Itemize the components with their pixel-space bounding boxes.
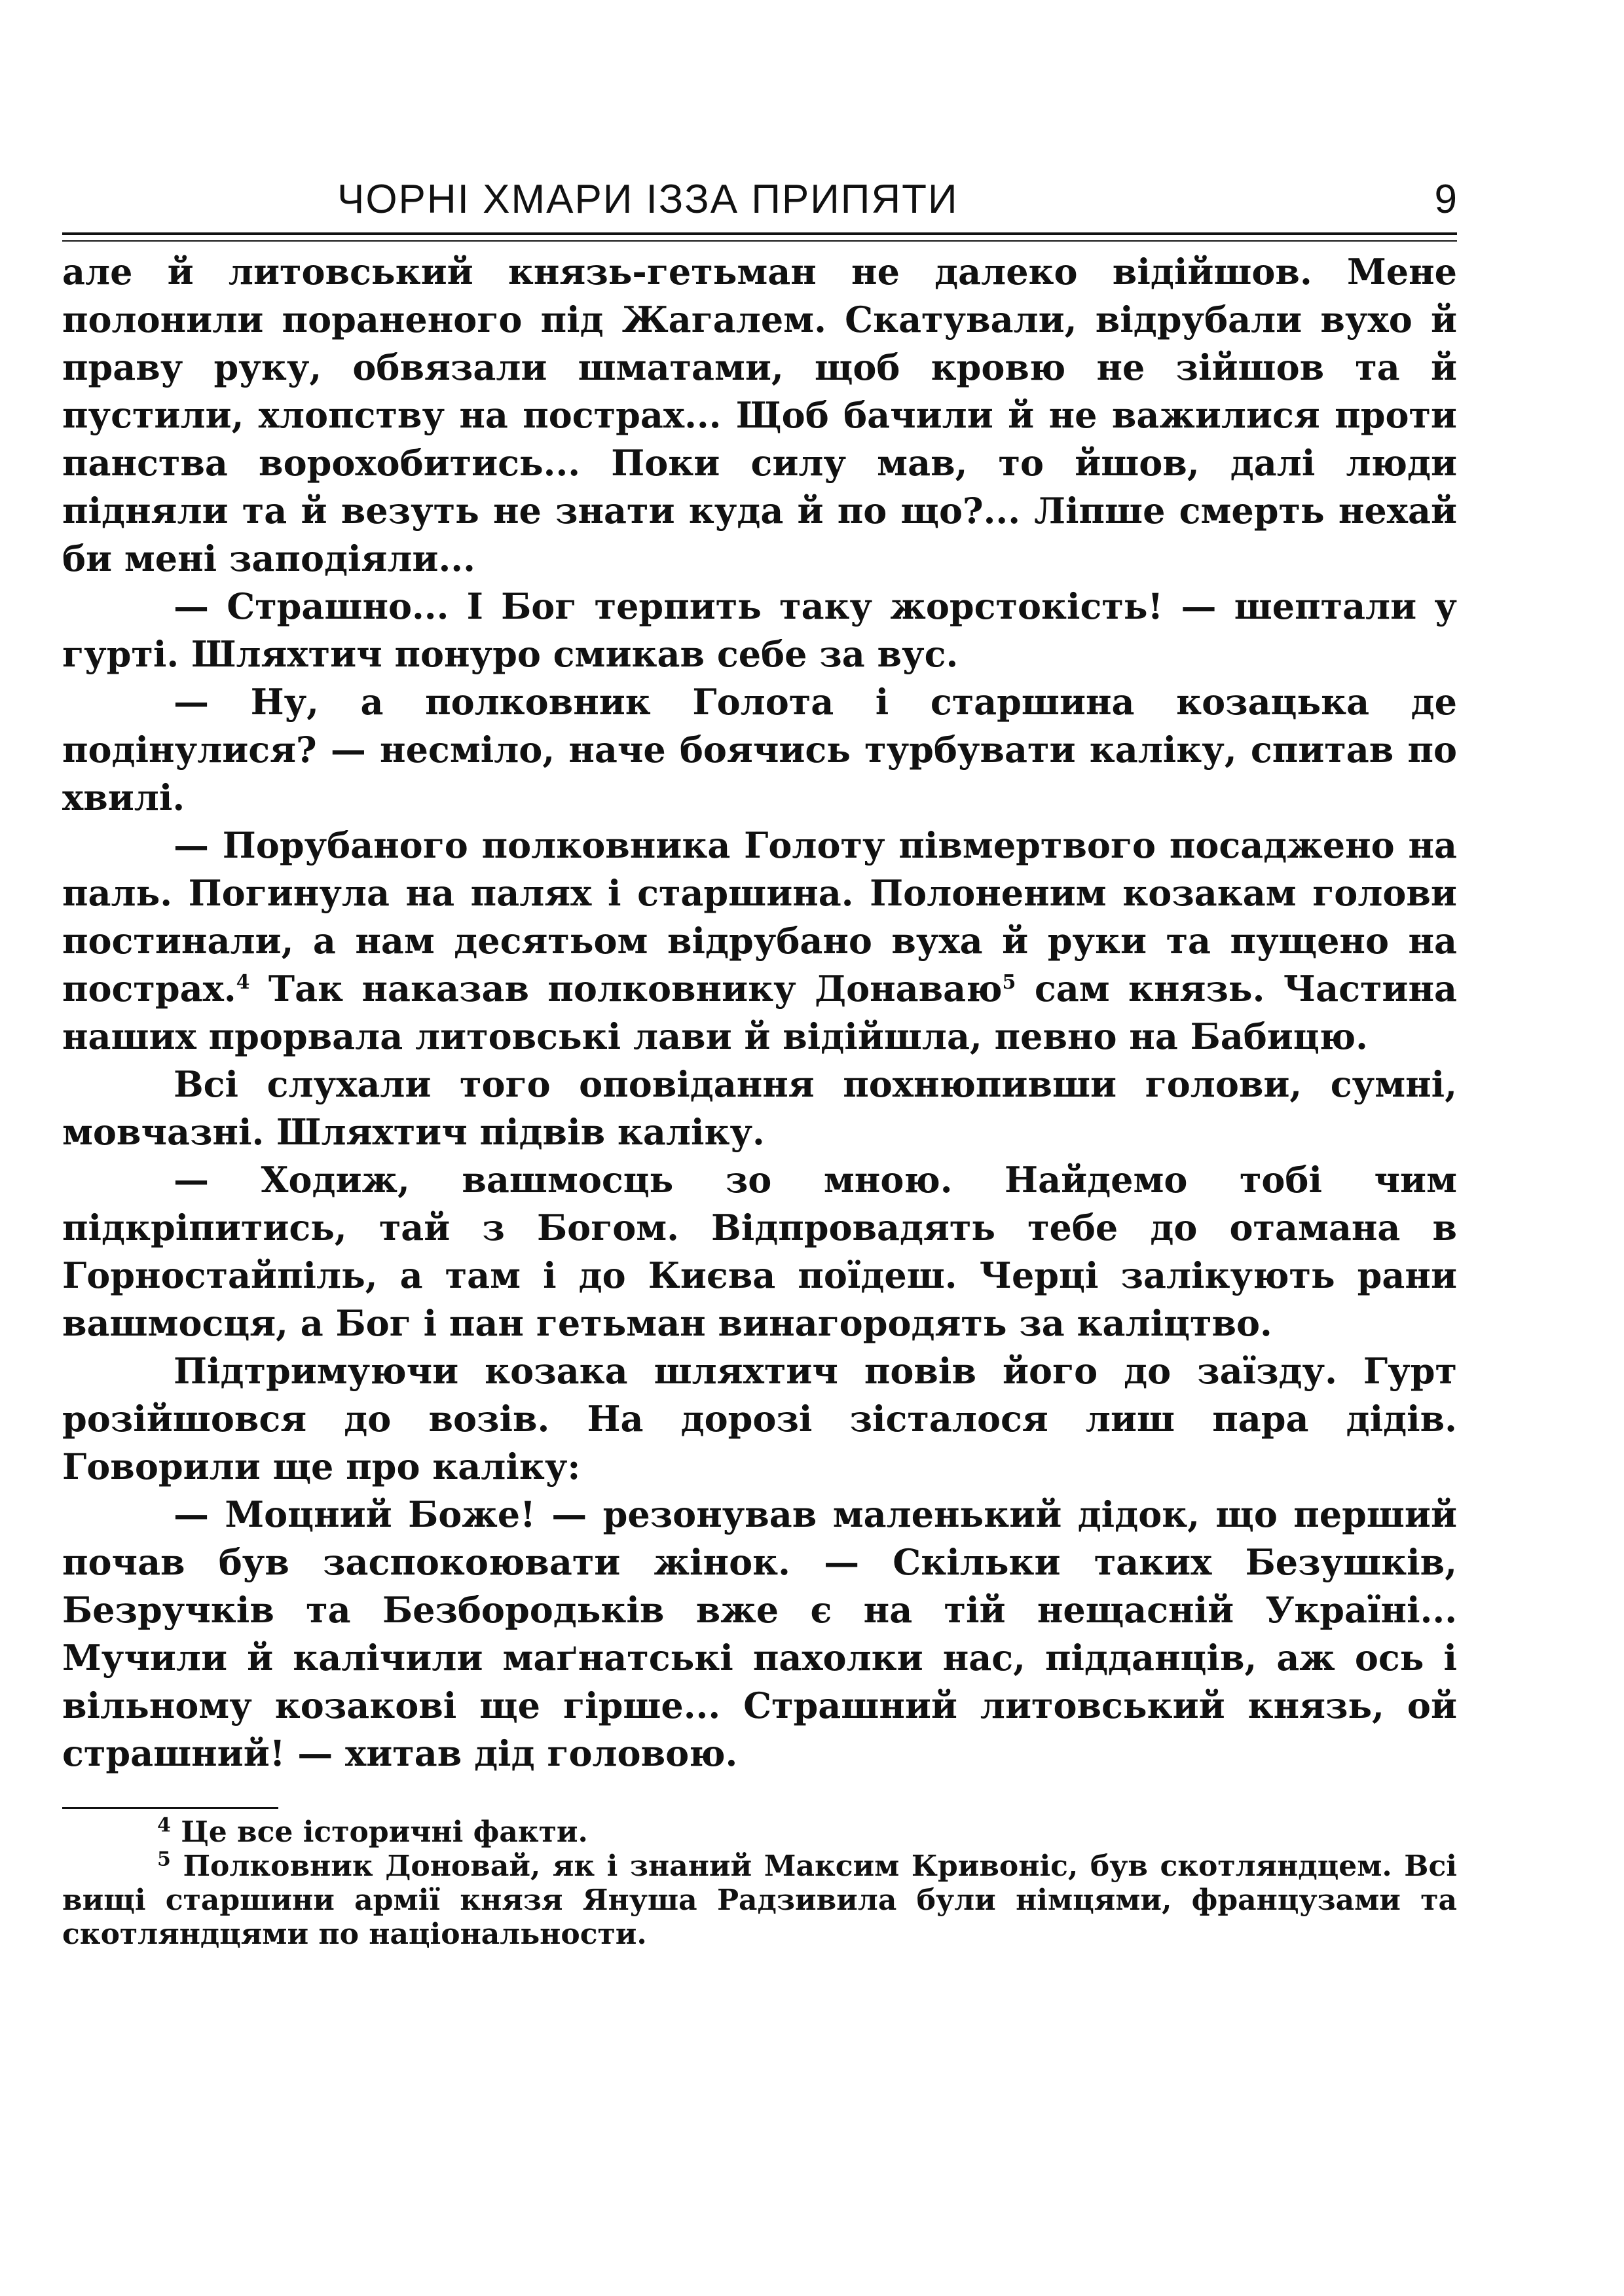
footnote	[62, 1815, 1457, 1850]
page-number: 9	[1434, 177, 1457, 222]
book-page	[62, 173, 1457, 1952]
header-rule	[62, 232, 1457, 242]
paragraph: — Ну, а полковник Голота і старшина козацька де подінулися? — несміло, наче боячись турбувати каліку, спитав по хвилі.	[62, 681, 1457, 818]
running-header	[62, 173, 1457, 226]
chapter-title: ЧОРНІ ХМАРИ ІЗЗА ПРИПЯТИ	[337, 177, 959, 222]
body-text	[62, 248, 1457, 1777]
paragraph: Підтримуючи козака шляхтич повів його до заїзду. Гурт розійшовся до возів. На дорозі зісталося лиш пара дідів. Говорили ще про каліку:	[62, 1350, 1457, 1487]
paragraph: — Страшно... І Бог терпить таку жорстокість! — шептали у гурті. Шляхтич понуро смикав себе за вус.	[62, 585, 1457, 675]
paragraph-text: — Порубаного полковника Голоту півмертвого посаджено на паль. Погинула на палях і старшина. Полоненим козакам голови постинали, а нам десятьом відрубано вуха й руки та пущено на пострах.	[62, 824, 1457, 1010]
footnote-text: Полковник Доновай, як і знаний Максим Кривоніс, був скотляндцем. Всі вищі старшини армії князя Януша Радзивила були німцями, французами та скотляндцями по національности.	[62, 1850, 1457, 1951]
paragraph	[62, 822, 1457, 1061]
paragraph: — Моцний Боже! — резонував маленький дідок, що перший почав був заспокоювати жінок. — Скільки таких Безушків, Безручків та Безбородьків вже є на тій нещасній Україні... Мучили й калічили маґнатські пахолки нас, підданців, аж ось і вільному козакові ще гірше... Страшний литовський князь, ой страшний! — хитав дід головою.	[62, 1493, 1457, 1774]
footnote	[62, 1850, 1457, 1952]
paragraph: Всі слухали того оповідання похнюпивши голови, сумні, мовчазні. Шляхтич підвів каліку.	[62, 1063, 1457, 1153]
footnote-ref: 4	[236, 971, 250, 994]
paragraph: але й литовський князь-гетьман не далеко відійшов. Мене полонили пораненого під Жагалем. Скатували, відрубали вухо й праву руку, обвязали шматами, щоб кровю не зійшов та й пустили, хлопству на пострах... Щоб бачили й не важилися проти панства ворохобитись... Поки силу мав, то йшов, далі люди підняли та й везуть не знати куда й по що?... Ліпше смерть нехай би мені заподіяли...	[62, 251, 1457, 579]
paragraph-text: сам князь. Частина наших прорвала литовські лави й відійшла, певно на Бабицю.	[62, 968, 1457, 1057]
footnote-text: Це все історичні факти.	[181, 1815, 588, 1849]
paragraph-text: Так наказав полковнику Донаваю	[249, 968, 1003, 1010]
footnote-ref: 5	[1002, 971, 1016, 994]
footnote-marker: 5	[157, 1848, 171, 1871]
footnote-rule	[62, 1807, 278, 1809]
footnotes	[62, 1815, 1457, 1952]
paragraph: — Ходиж, вашмосць зо мною. Найдемо тобі чим підкріпитись, тай з Богом. Відпровадять тебе до отамана в Горностайпіль, а там і до Києва поїдеш. Черці залікують рани вашмосця, а Бог і пан гетьман винагородять за каліцтво.	[62, 1159, 1457, 1344]
footnote-marker: 4	[157, 1813, 171, 1837]
